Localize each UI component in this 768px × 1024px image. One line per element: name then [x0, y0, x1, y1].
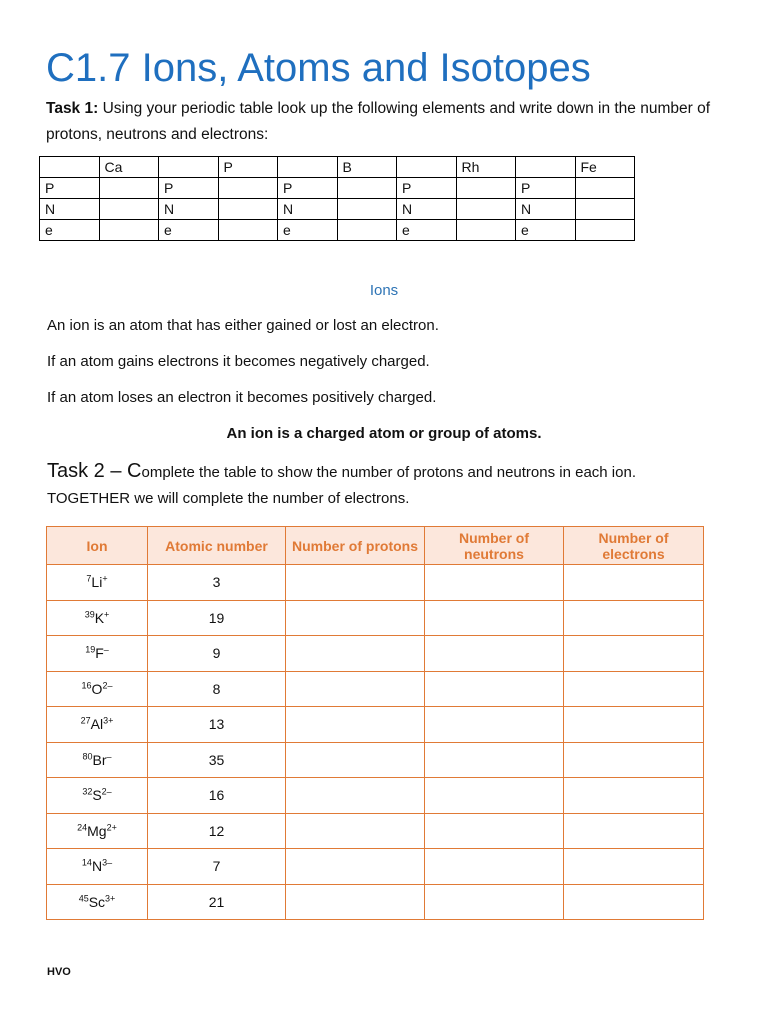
ion-symbol	[47, 636, 148, 672]
answer-cell[interactable]	[337, 220, 397, 241]
ion-charge: +	[102, 573, 108, 584]
atomic-number: 8	[148, 671, 286, 707]
ion-summary-statement: An ion is a charged atom or group of atoms.	[226, 425, 542, 442]
ion-symbol	[47, 742, 148, 778]
electrons-answer-cell[interactable]	[564, 671, 704, 707]
protons-answer-cell[interactable]	[286, 742, 425, 778]
neutrons-answer-cell[interactable]	[425, 884, 564, 920]
ion-symbol	[47, 600, 148, 636]
row-label-electrons: e	[516, 220, 576, 241]
ion-symbol	[47, 884, 148, 920]
ions-heading: Ions	[369, 282, 399, 299]
element-name-ca: Ca	[99, 157, 159, 178]
neutrons-answer-cell[interactable]	[425, 565, 564, 601]
ion-charge: 3+	[105, 893, 116, 904]
element-blank-cell	[159, 157, 219, 178]
table-row	[47, 671, 704, 707]
protons-answer-cell[interactable]	[286, 565, 425, 601]
neutrons-answer-cell[interactable]	[425, 636, 564, 672]
protons-answer-cell[interactable]	[286, 671, 425, 707]
electrons-answer-cell[interactable]	[564, 565, 704, 601]
protons-answer-cell[interactable]	[286, 636, 425, 672]
answer-cell[interactable]	[99, 178, 159, 199]
mass-number: 14	[81, 857, 92, 868]
neutrons-answer-cell[interactable]	[425, 707, 564, 743]
row-label-neutrons: N	[397, 199, 457, 220]
neutrons-answer-cell[interactable]	[425, 742, 564, 778]
table-row	[47, 778, 704, 814]
element-protons-row	[40, 178, 635, 199]
element-symbol: Br	[92, 751, 107, 768]
atomic-number: 35	[148, 742, 286, 778]
element-blank-cell	[516, 157, 576, 178]
atomic-number: 19	[148, 600, 286, 636]
element-symbol: O	[91, 680, 103, 697]
mass-number: 7	[86, 573, 92, 584]
positive-charge-paragraph: If an atom loses an electron it becomes positively charged.	[47, 389, 437, 406]
task1-label: Task 1:	[46, 100, 99, 117]
element-symbol: K	[94, 609, 105, 626]
table-row	[47, 707, 704, 743]
row-label-protons: P	[516, 178, 576, 199]
atomic-number: 12	[148, 813, 286, 849]
task2-instructions-line2: TOGETHER we will complete the number of electrons.	[47, 490, 410, 507]
electrons-answer-cell[interactable]	[564, 778, 704, 814]
mass-number: 32	[82, 786, 93, 797]
row-label-neutrons: N	[516, 199, 576, 220]
mass-number: 80	[82, 751, 93, 762]
ion-charge: –	[106, 751, 112, 762]
ion-symbol	[47, 707, 148, 743]
table-row	[47, 813, 704, 849]
row-label-neutrons: N	[159, 199, 219, 220]
mass-number: 19	[85, 644, 96, 655]
ion-table	[46, 526, 704, 920]
neutrons-answer-cell[interactable]	[425, 600, 564, 636]
row-label-electrons: e	[278, 220, 338, 241]
task1-instructions	[46, 96, 726, 148]
element-symbol: S	[92, 787, 102, 804]
answer-cell[interactable]	[218, 199, 278, 220]
electrons-answer-cell[interactable]	[564, 884, 704, 920]
answer-cell[interactable]	[337, 178, 397, 199]
mass-number: 39	[84, 609, 95, 620]
ion-charge: –	[103, 644, 109, 655]
element-symbol: Li	[91, 574, 103, 591]
negative-charge-paragraph: If an atom gains electrons it becomes negatively charged.	[47, 353, 430, 370]
ion-charge: 2–	[102, 680, 113, 691]
answer-cell[interactable]	[218, 220, 278, 241]
table-row	[47, 636, 704, 672]
answer-cell[interactable]	[337, 199, 397, 220]
element-blank-cell	[397, 157, 457, 178]
header-neutrons: Number of neutrons	[425, 527, 564, 565]
table-row	[47, 884, 704, 920]
neutrons-answer-cell[interactable]	[425, 849, 564, 885]
element-name-b: B	[337, 157, 397, 178]
element-name-p: P	[218, 157, 278, 178]
element-symbol: Sc	[88, 893, 106, 910]
row-label-protons: P	[278, 178, 338, 199]
atomic-number: 21	[148, 884, 286, 920]
protons-answer-cell[interactable]	[286, 707, 425, 743]
element-name-rh: Rh	[456, 157, 516, 178]
element-name-fe: Fe	[575, 157, 635, 178]
electrons-answer-cell[interactable]	[564, 707, 704, 743]
atomic-number: 9	[148, 636, 286, 672]
electrons-answer-cell[interactable]	[564, 636, 704, 672]
ion-definition-paragraph: An ion is an atom that has either gained or lost an electron.	[47, 317, 439, 334]
neutrons-answer-cell[interactable]	[425, 778, 564, 814]
element-header-row	[40, 157, 635, 178]
electrons-answer-cell[interactable]	[564, 849, 704, 885]
protons-answer-cell[interactable]	[286, 600, 425, 636]
protons-answer-cell[interactable]	[286, 778, 425, 814]
task2-label: Task 2 –	[47, 460, 128, 482]
element-symbol: Al	[90, 716, 104, 733]
protons-answer-cell[interactable]	[286, 884, 425, 920]
task2-lead-letter: C	[127, 460, 142, 482]
header-atomic-number: Atomic number	[148, 527, 286, 565]
element-blank-cell	[40, 157, 100, 178]
electrons-answer-cell[interactable]	[564, 600, 704, 636]
ion-charge: 2–	[101, 786, 112, 797]
atomic-number: 3	[148, 565, 286, 601]
element-neutrons-row	[40, 199, 635, 220]
electrons-answer-cell[interactable]	[564, 742, 704, 778]
header-ion: Ion	[47, 527, 148, 565]
answer-cell[interactable]	[575, 199, 635, 220]
row-label-electrons: e	[40, 220, 100, 241]
mass-number: 24	[77, 822, 88, 833]
ion-charge: 2+	[106, 822, 117, 833]
row-label-neutrons: N	[278, 199, 338, 220]
element-table	[39, 156, 635, 241]
electrons-answer-cell[interactable]	[564, 813, 704, 849]
protons-answer-cell[interactable]	[286, 849, 425, 885]
atomic-number: 13	[148, 707, 286, 743]
row-label-protons: P	[159, 178, 219, 199]
table-row	[47, 565, 704, 601]
element-symbol: Mg	[87, 822, 107, 839]
answer-cell[interactable]	[456, 220, 516, 241]
ion-symbol	[47, 778, 148, 814]
ion-charge: 3+	[103, 715, 114, 726]
table-row	[47, 849, 704, 885]
table-row	[47, 742, 704, 778]
atomic-number: 7	[148, 849, 286, 885]
ion-charge: +	[104, 609, 110, 620]
table-row	[47, 600, 704, 636]
neutrons-answer-cell[interactable]	[425, 671, 564, 707]
row-label-neutrons: N	[40, 199, 100, 220]
element-symbol: N	[91, 858, 103, 875]
answer-cell[interactable]	[218, 178, 278, 199]
answer-cell[interactable]	[456, 178, 516, 199]
answer-cell[interactable]	[99, 220, 159, 241]
page-title: C1.7 Ions, Atoms and Isotopes	[46, 46, 591, 90]
ion-symbol	[47, 849, 148, 885]
ion-charge: 3–	[102, 857, 113, 868]
element-symbol: F	[95, 645, 104, 662]
element-electrons-row	[40, 220, 635, 241]
footer-initials: HVO	[47, 966, 71, 978]
answer-cell[interactable]	[99, 199, 159, 220]
neutrons-answer-cell[interactable]	[425, 813, 564, 849]
task2-instructions	[47, 460, 747, 483]
mass-number: 27	[80, 715, 91, 726]
atomic-number: 16	[148, 778, 286, 814]
task1-text: Using your periodic table look up the following elements and write down in the number of protons, neutrons and electrons:	[46, 100, 711, 143]
answer-cell[interactable]	[575, 178, 635, 199]
header-electrons: Number of electrons	[564, 527, 704, 565]
task2-text: omplete the table to show the number of protons and neutrons in each ion.	[141, 464, 636, 481]
row-label-electrons: e	[159, 220, 219, 241]
row-label-protons: P	[397, 178, 457, 199]
ion-table-header-row	[47, 527, 704, 565]
ion-symbol	[47, 671, 148, 707]
ion-symbol	[47, 813, 148, 849]
element-blank-cell	[278, 157, 338, 178]
answer-cell[interactable]	[456, 199, 516, 220]
protons-answer-cell[interactable]	[286, 813, 425, 849]
row-label-electrons: e	[397, 220, 457, 241]
header-protons: Number of protons	[286, 527, 425, 565]
mass-number: 16	[81, 680, 92, 691]
row-label-protons: P	[40, 178, 100, 199]
answer-cell[interactable]	[575, 220, 635, 241]
mass-number: 45	[78, 893, 89, 904]
ion-symbol	[47, 565, 148, 601]
